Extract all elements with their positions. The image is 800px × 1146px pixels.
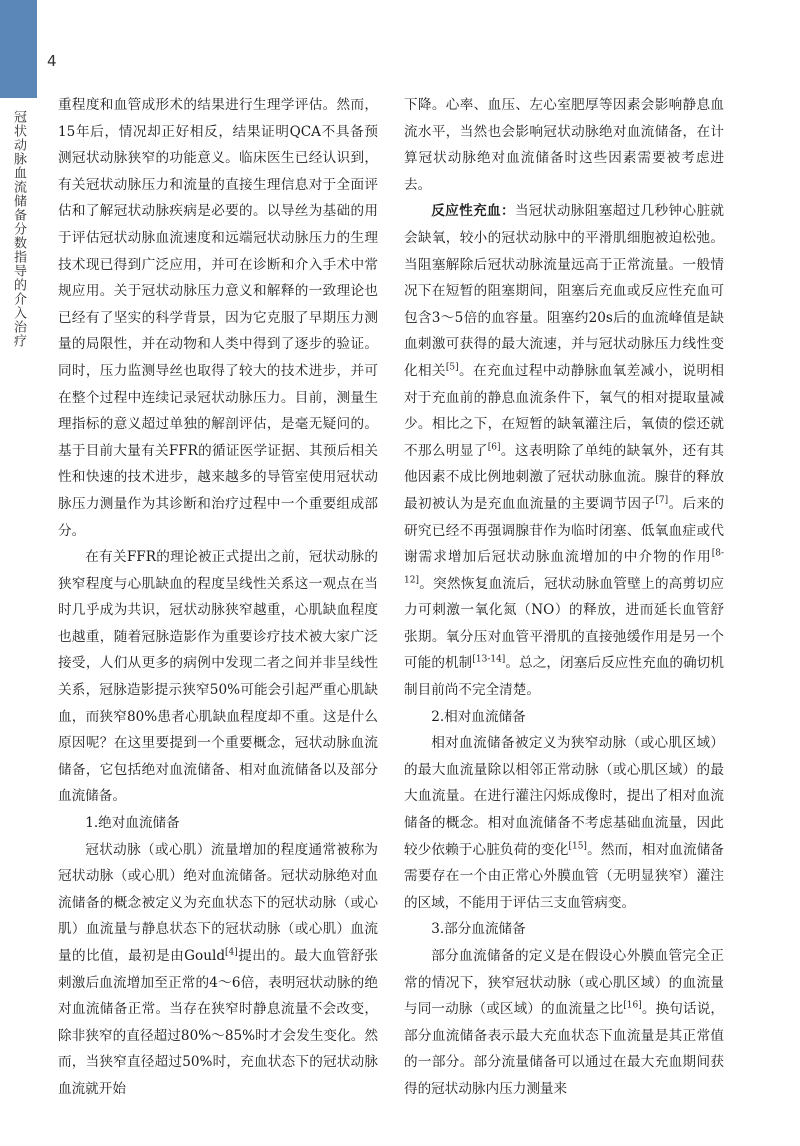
right-paragraph-3 — [404, 730, 724, 916]
left-paragraph-1: 重程度和血管成形术的结果进行生理学评估。然而，15年后，情况却正好相反，结果证明QCA不具备预测冠状动脉狭窄的功能意义。临床医生已经认识到，有关冠状动脉压力和流量的直接生理信息对于全面评估和了解冠状动脉疾病是必要的。以导丝为基础的用于评估冠状动脉血流速度和远端冠状动脉压力的生理技术现已得到广泛应用，并可在诊断和介入手术中常规应用。关于冠状动脉压力意义和解释的一致理论也已经有了坚实的科学背景，因为它克服了早期压力测量的局限性，并在动物和人类中得到了逐步的验证。同时，压力监测导丝也取得了较大的技术进步，并可在整个过程中连续记录冠状动脉压力。目前，测量生理指标的意义超过单独的解剖评估，是毫无疑问的。基于目前大量有关FFR的循证医学证据、其预后相关性和快速的技术进步，越来越多的导管室使用冠状动脉压力测量作为其诊断和治疗过程中一个重要组成部分。 — [58, 97, 378, 539]
heading-fractional-flow-reserve: 3.部分血流储备 — [431, 921, 526, 938]
left-paragraph-3 — [58, 837, 378, 1103]
text-segment: 冠状动脉（或心肌）流量增加的程度通常被称为冠状动脉（或心肌）绝对血流储备。冠状动脉绝对血流储备的概念被定义为充血状态下的冠状动脉（或心肌）血流量与静息状态下的冠状动脉（或心肌）血流量的比值，最初是由Gould — [58, 841, 378, 964]
page-number: 4 — [47, 52, 57, 70]
citation-ref: [16] — [623, 1000, 642, 1011]
citation-ref: [4] — [225, 947, 238, 958]
text-segment: 。然而，相对血流储备需要存在一个由正常心外膜血管（无明显狭窄）灌注的区域，不能用于评估三支血管病变。 — [404, 841, 725, 911]
left-paragraph-2: 在有关FFR的理论被正式提出之前，冠状动脉的狭窄程度与心肌缺血的程度呈线性关系这一观点在当时几乎成为共识，冠状动脉狭窄越重，心肌缺血程度也越重，随着冠脉造影作为重要诊疗技术被大家广泛接受，人们从更多的病例中发现二者之间并非呈线性关系，冠脉造影提示狭窄50%可能会引起严重心肌缺血，而狭窄80%患者心肌缺血程度却不重。这是什么原因呢？在这里要提到一个重要概念，冠状动脉血流储备，它包括绝对血流储备、相对血流储备以及部分血流储备。 — [58, 549, 378, 805]
left-column — [58, 92, 378, 1103]
heading-absolute-flow-reserve: 1.绝对血流储备 — [85, 815, 180, 832]
citation-ref: [6] — [487, 442, 501, 453]
text-segment: 。在充血过程中动静脉血氧差减小，说明相对于充血前的静息血流条件下，氧气的相对提取量减少。相比之下，在短暂的缺氧灌注后，氧债的偿还就不那么明显了 — [404, 362, 725, 459]
text-segment: 。后来的研究已经不再强调腺苷作为临时闭塞、低氧血症或代谢需求增加后冠状动脉血流增加的中介物的作用 — [404, 495, 725, 566]
right-paragraph-1: 下降。心率、血压、左心室肥厚等因素会影响静息血流水平，当然也会影响冠状动脉绝对血流储备，在计算冠状动脉绝对血流储备时这些因素需要被考虑进去。 — [404, 97, 724, 193]
text-segment: 提出的。最大血管舒张刺激后血流增加至正常的4～6倍，表明冠状动脉的绝对血流储备正常。当存在狭窄时静息流量不会改变，除非狭窄的直径超过80%～85%时才会发生变化。然而，当狭窄直径超过50%时，充血状态下的冠状动脉血流就开始 — [58, 948, 379, 1097]
right-paragraph-4 — [404, 943, 724, 1103]
chapter-tab — [0, 0, 37, 98]
text-segment: 当冠状动脉阻塞超过几秒钟心脏就会缺氧，较小的冠状动脉中的平滑肌细胞被迫松弛。当阻塞解除后冠状动脉流量远高于正常流量。一般情况下在短暂的阻塞期间，阻塞后充血或反应性充血可包含3～5倍的血容量。阻塞约20s后的血流峰值是缺血刺激可获得的最大流速，并与冠状动脉压力线性变化相关 — [404, 203, 724, 379]
text-segment: 。这表明除了单纯的缺氧外，还有其他因素不成比例地刺激了冠状动脉血流。腺苷的释放最初被认为是充血血流量的主要调节因子 — [404, 442, 725, 512]
right-paragraph-2 — [404, 198, 724, 703]
text-segment: 部分血流储备的定义是在假设心外膜血管完全正常的情况下，狭窄冠状动脉（或心肌区域）的血流量与同一动脉（或区域）的血流量之比 — [404, 948, 724, 1018]
text-segment: 相对血流储备被定义为狭窄动脉（或心肌区域）的最大血流量除以相邻正常动脉（或心肌区域）的最大血流量。在进行灌注闪烁成像时，提出了相对血流储备的概念。相对血流储备不考虑基础血流量，因此较少依赖于心脏负荷的变化 — [404, 735, 724, 858]
text-segment: 。总之，闭塞后反应性充血的确切机制目前尚不完全清楚。 — [404, 655, 725, 699]
text-segment: 。突然恢复血流后，冠状动脉血管壁上的高剪切应力可刺激一氧化氮（NO）的释放，进而延长血管舒张期。氧分压对血管平滑肌的直接弛缓作用是另一个可能的机制 — [404, 575, 724, 672]
citation-ref: [13-14] — [472, 654, 506, 665]
heading-relative-flow-reserve: 2.相对血流储备 — [431, 708, 526, 725]
running-head: 冠状动脉血流储备分数指导的介入治疗 — [11, 110, 26, 348]
text-segment: 。换句话说，部分血流储备表示最大充血状态下血流量是其正常值的一部分。部分流量储备可以通过在最大充血期间获得的冠状动脉内压力测量来 — [404, 1001, 725, 1097]
right-column — [404, 92, 724, 1103]
citation-ref: [7] — [655, 495, 669, 506]
reactive-hyperemia-lead: 反应性充血： — [431, 203, 515, 220]
citation-ref: [15] — [568, 841, 587, 852]
citation-ref: [5] — [445, 362, 459, 373]
citation-ref: [8-12] — [404, 548, 724, 586]
